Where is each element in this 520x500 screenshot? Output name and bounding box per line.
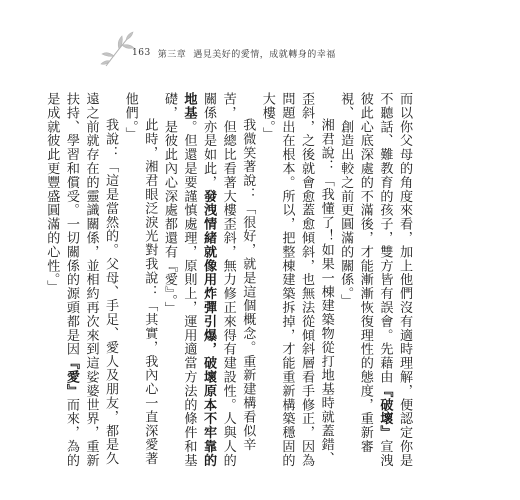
- paragraph-text: 湘君說：「我懂了！如果一棟建築物從打地基時就蓋錯、歪斜，之後就會愈蓋愈傾斜，也無法從傾斜層看手修正，因為問題出在根本。所以，把整棟建築拆掉，才能重新構築穩固的大樓。」: [259, 92, 334, 468]
- paragraph-text: 我說：「這是當然的。父母、手足、愛人及朋友，都是久遠之前就存在的靈識關係，並相約再次來到這娑婆世界，重新扶持、學習和償受。一切關係的源頭都是因: [63, 92, 119, 468]
- body-text: [44, 92, 414, 468]
- paragraph-text: 宣洩彼此心底深處的不滿後，才能漸漸恢復理性的態度，重新審視、創造出較之前更圓滿的關係。」: [338, 92, 393, 468]
- emphasis-text: 發洩情緒就像用炸彈引爆，破壞原本不牢靠的地基: [181, 92, 217, 468]
- paragraph: [120, 92, 159, 468]
- paragraph-text: 而來，為的是成就彼此更豐盛圓滿的心性。」: [44, 92, 79, 468]
- emphasis-text: 『破壞』: [377, 383, 393, 440]
- paragraph: [336, 92, 414, 468]
- paragraph-text: 此時，湘君眼泛淚光對我說：「其實，我內心一直深愛著他們。」: [122, 92, 158, 466]
- paragraph: [42, 92, 120, 468]
- paragraph-text: 而以你父母的角度來看，加上他們沒有適時理解，便認定你是不聽話、難教育的孩子，雙方皆有誤會。先藉由: [377, 92, 412, 468]
- running-header: [132, 46, 336, 60]
- chapter-title: 遇見美好的愛情，成就轉身的幸福: [193, 49, 336, 60]
- paragraph: [257, 92, 335, 468]
- page-number: 163: [132, 48, 151, 58]
- paragraph: [159, 92, 257, 468]
- paragraph-text: 我微笑著說：「很好，就是這個概念。重新建構看似辛苦，但總比看著大樓歪斜，無力修正來得有建設性。人與人的關係亦是如此，: [201, 92, 256, 468]
- paragraph-text: 。但還是要謹慎處理，原則上，運用適當方法的條件和基礎，是彼此內心深處都還有『愛』。」: [161, 92, 197, 468]
- chapter-label: 第三章: [157, 49, 187, 60]
- emphasis-text: 『愛』: [63, 356, 79, 398]
